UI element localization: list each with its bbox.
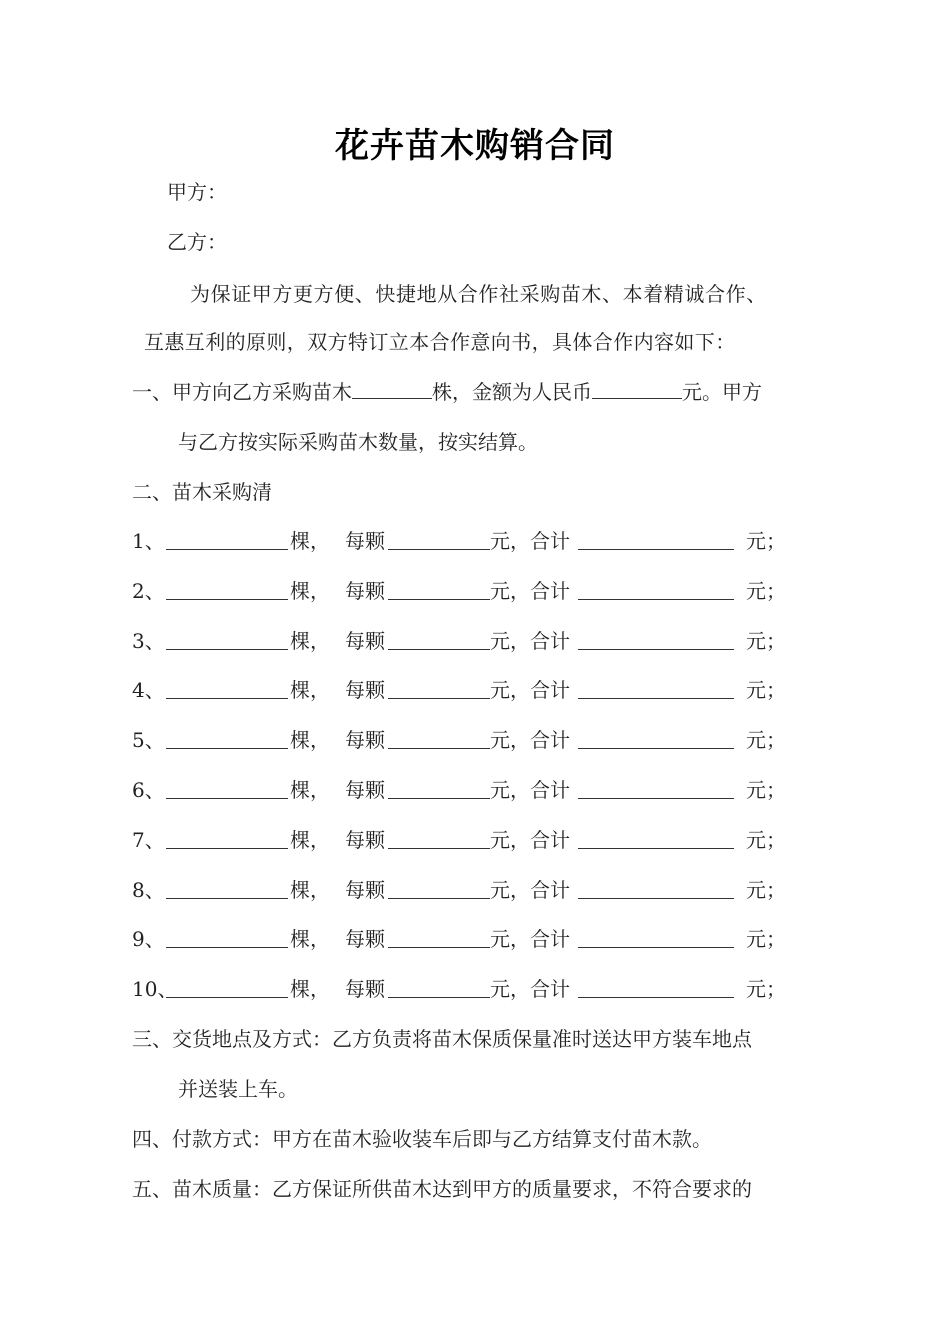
clause-4: 四、付款方式：甲方在苗木验收装车后即与乙方结算支付苗木款。 — [132, 1127, 712, 1151]
item-total-label: 元，合计 — [490, 877, 570, 902]
clause-1-line-1 — [132, 378, 762, 406]
quantity-blank[interactable] — [352, 378, 432, 399]
item-number: 2、 — [132, 578, 165, 603]
clause-3-line-2: 并送装上车。 — [178, 1077, 298, 1101]
total-blank[interactable] — [578, 977, 734, 998]
clause-1-suffix: 元。甲方 — [682, 380, 762, 404]
purchase-item-row — [132, 676, 812, 704]
item-each-label: 每颗 — [345, 578, 385, 603]
quantity-blank[interactable] — [166, 878, 288, 899]
clause-1-line-2: 与乙方按实际采购苗木数量，按实结算。 — [178, 430, 538, 454]
item-total-label: 元，合计 — [490, 578, 570, 603]
quantity-blank[interactable] — [166, 977, 288, 998]
quantity-blank[interactable] — [166, 728, 288, 749]
unit-price-blank[interactable] — [388, 529, 490, 550]
item-total-label: 元，合计 — [490, 778, 570, 802]
item-yuan: 元； — [746, 877, 786, 902]
item-total-label: 元，合计 — [490, 678, 570, 703]
item-total-label: 元，合计 — [490, 827, 570, 852]
item-number: 5、 — [132, 728, 165, 753]
total-blank[interactable] — [578, 629, 734, 650]
clause-2-heading: 二、苗木采购清 — [132, 480, 272, 504]
total-blank[interactable] — [578, 529, 734, 550]
item-number: 6、 — [132, 778, 165, 802]
item-each-label: 每颗 — [345, 678, 385, 703]
purchase-item-row — [132, 826, 812, 854]
item-unit: 棵， — [290, 728, 330, 753]
unit-price-blank[interactable] — [388, 678, 490, 699]
item-yuan: 元； — [746, 827, 786, 852]
item-total-label: 元，合计 — [490, 529, 570, 553]
item-unit: 棵， — [290, 529, 330, 553]
item-each-label: 每颗 — [345, 827, 385, 852]
party-b-label: 乙方： — [167, 230, 227, 254]
item-total-label: 元，合计 — [490, 628, 570, 653]
item-number: 4、 — [132, 678, 165, 703]
purchase-item-row — [132, 876, 812, 904]
item-number: 8、 — [132, 877, 165, 902]
total-blank[interactable] — [578, 878, 734, 899]
unit-price-blank[interactable] — [388, 728, 490, 749]
unit-price-blank[interactable] — [388, 778, 490, 799]
unit-price-blank[interactable] — [388, 629, 490, 650]
item-unit: 棵， — [290, 827, 330, 852]
item-number: 7、 — [132, 827, 165, 852]
item-number: 9、 — [132, 927, 165, 952]
item-unit: 棵， — [290, 877, 330, 902]
party-a-label: 甲方： — [167, 180, 227, 204]
item-unit: 棵， — [290, 927, 330, 952]
item-yuan: 元； — [746, 977, 786, 1002]
intro-line-2: 互惠互利的原则，双方特订立本合作意向书，具体合作内容如下： — [144, 330, 736, 354]
quantity-blank[interactable] — [166, 927, 288, 948]
amount-blank[interactable] — [592, 378, 682, 399]
quantity-blank[interactable] — [166, 529, 288, 550]
quantity-blank[interactable] — [166, 629, 288, 650]
unit-price-blank[interactable] — [388, 878, 490, 899]
item-number: 3、 — [132, 628, 165, 653]
purchase-item-row — [132, 527, 812, 555]
unit-price-blank[interactable] — [388, 828, 490, 849]
item-unit: 棵， — [290, 628, 330, 653]
item-unit: 棵， — [290, 678, 330, 703]
total-blank[interactable] — [578, 828, 734, 849]
total-blank[interactable] — [578, 579, 734, 600]
item-yuan: 元； — [746, 628, 786, 653]
item-yuan: 元； — [746, 778, 786, 802]
total-blank[interactable] — [578, 778, 734, 799]
purchase-item-row — [132, 577, 812, 605]
item-each-label: 每颗 — [345, 778, 385, 802]
item-each-label: 每颗 — [345, 927, 385, 952]
total-blank[interactable] — [578, 927, 734, 948]
unit-price-blank[interactable] — [388, 579, 490, 600]
purchase-item-row — [132, 726, 812, 754]
clause-5: 五、苗木质量：乙方保证所供苗木达到甲方的质量要求，不符合要求的 — [132, 1177, 752, 1201]
quantity-blank[interactable] — [166, 579, 288, 600]
item-each-label: 每颗 — [345, 529, 385, 553]
item-each-label: 每颗 — [345, 728, 385, 753]
total-blank[interactable] — [578, 678, 734, 699]
item-number: 10、 — [132, 977, 178, 1002]
intro-line-1: 为保证甲方更方便、快捷地从合作社采购苗木、本着精诚合作、 — [190, 282, 767, 306]
clause-3-line-1: 三、交货地点及方式：乙方负责将苗木保质保量准时送达甲方装车地点 — [132, 1027, 752, 1051]
clause-1-unit: 株，金额为人民币 — [432, 380, 592, 404]
item-yuan: 元； — [746, 728, 786, 753]
item-each-label: 每颗 — [345, 877, 385, 902]
item-total-label: 元，合计 — [490, 927, 570, 952]
document-title: 花卉苗木购销合同 — [335, 126, 615, 166]
item-each-label: 每颗 — [345, 977, 385, 1002]
item-unit: 棵， — [290, 778, 330, 802]
item-yuan: 元； — [746, 578, 786, 603]
item-yuan: 元； — [746, 927, 786, 952]
total-blank[interactable] — [578, 728, 734, 749]
item-each-label: 每颗 — [345, 628, 385, 653]
quantity-blank[interactable] — [166, 678, 288, 699]
purchase-item-row — [132, 776, 812, 804]
item-unit: 棵， — [290, 977, 330, 1002]
item-yuan: 元； — [746, 678, 786, 703]
item-yuan: 元； — [746, 529, 786, 553]
clause-1-prefix: 一、甲方向乙方采购苗木 — [132, 380, 352, 404]
item-total-label: 元，合计 — [490, 728, 570, 753]
purchase-item-row — [132, 925, 812, 953]
quantity-blank[interactable] — [166, 828, 288, 849]
item-total-label: 元，合计 — [490, 977, 570, 1002]
purchase-item-row — [132, 627, 812, 655]
purchase-item-row — [132, 975, 812, 1003]
unit-price-blank[interactable] — [388, 927, 490, 948]
quantity-blank[interactable] — [166, 778, 288, 799]
unit-price-blank[interactable] — [388, 977, 490, 998]
item-unit: 棵， — [290, 578, 330, 603]
item-number: 1、 — [132, 529, 165, 553]
